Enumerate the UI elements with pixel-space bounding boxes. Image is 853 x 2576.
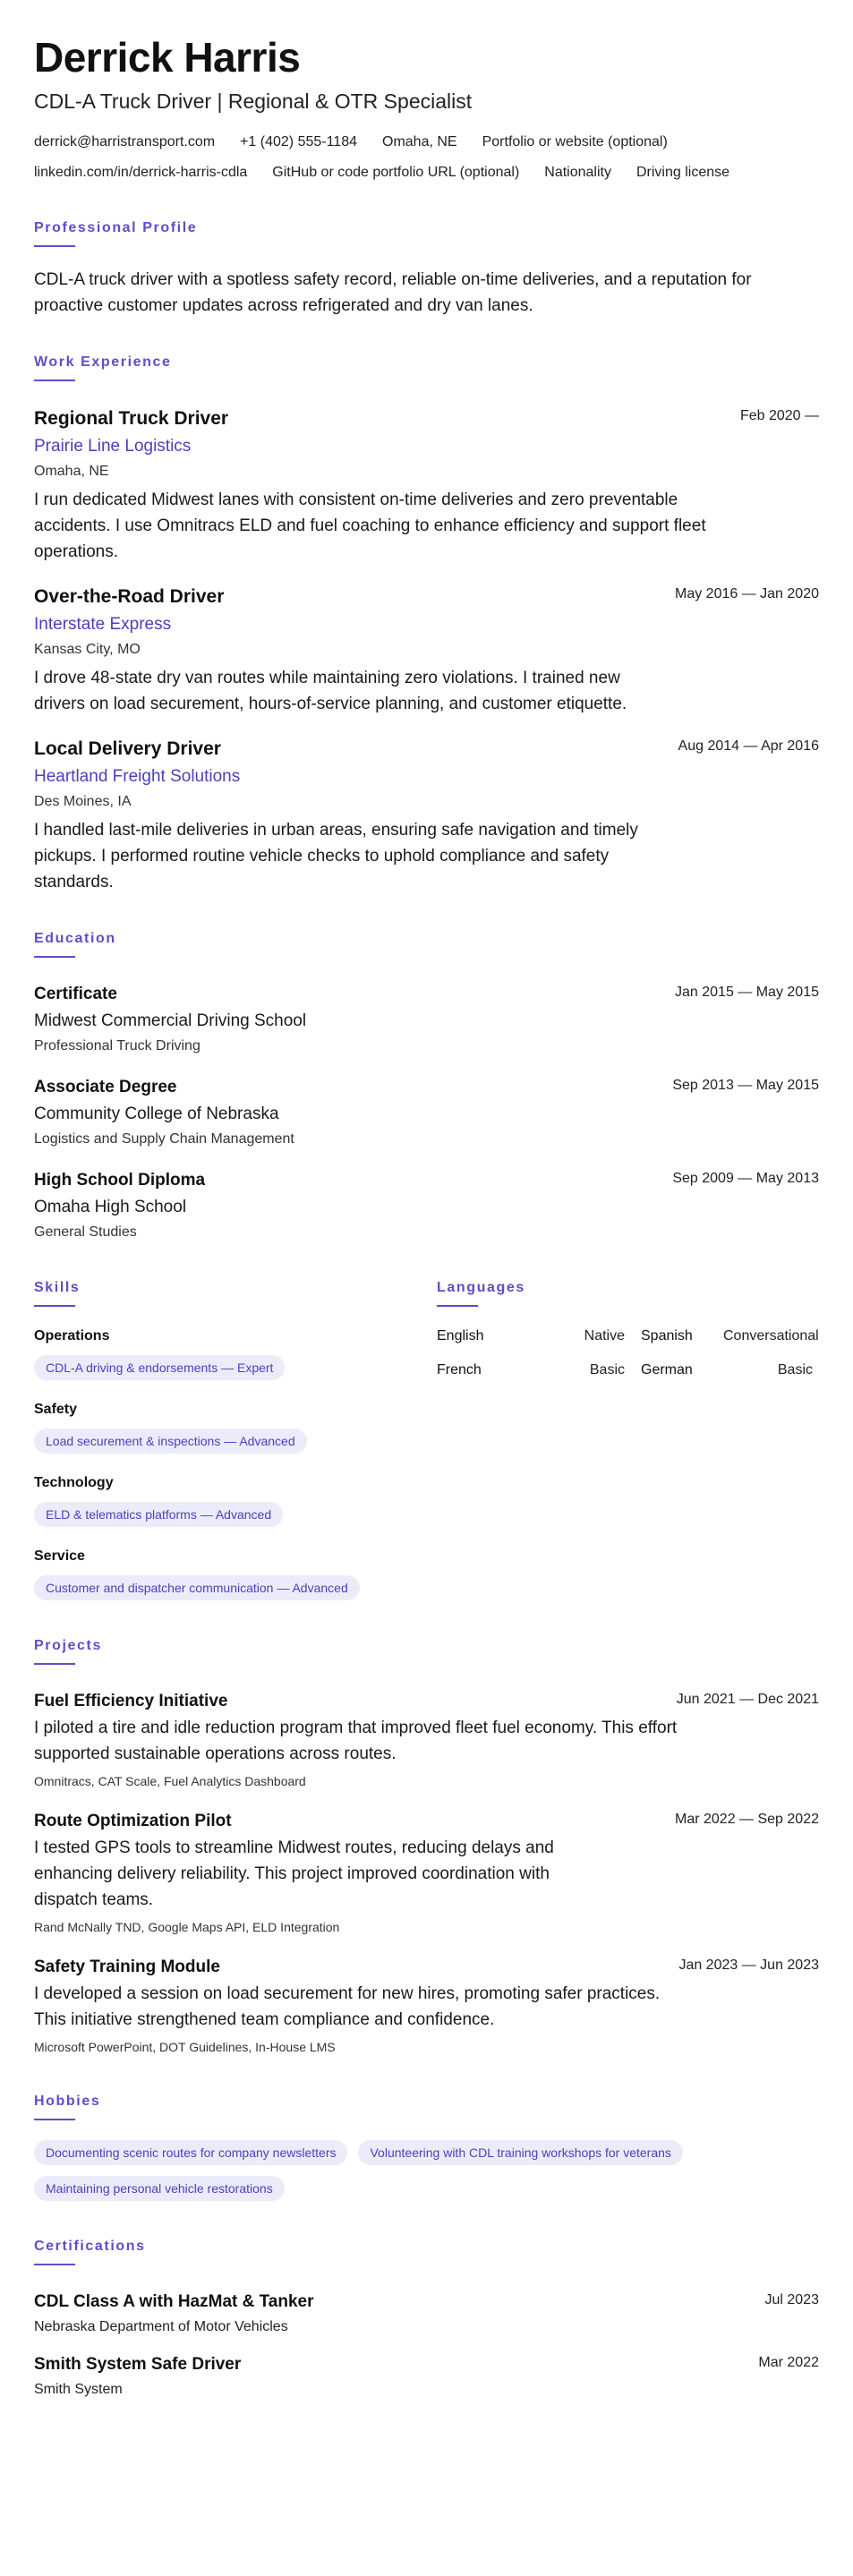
candidate-name: Derrick Harris [34, 34, 301, 81]
job-location: Des Moines, IA [34, 794, 132, 809]
section-divider [34, 1663, 75, 1665]
project-title: Fuel Efficiency Initiative [34, 1692, 228, 1710]
section-divider [34, 2119, 75, 2120]
certification-name: Smith System Safe Driver [34, 2355, 242, 2374]
project-entry [34, 1810, 819, 1936]
field-of-study: General Studies [34, 1224, 137, 1240]
section-divider [34, 245, 75, 247]
section-divider [34, 2264, 75, 2265]
language-level: Native [584, 1328, 625, 1343]
field-of-study: Professional Truck Driving [34, 1038, 200, 1053]
skill-category: Service [34, 1548, 85, 1564]
entry-dates: Jan 2023 — Jun 2023 [678, 1958, 819, 1973]
education-entry [34, 1076, 819, 1149]
school-name: Omaha High School [34, 1198, 187, 1216]
skill-group [34, 1547, 437, 1600]
section-divider [437, 1305, 478, 1307]
entry-dates: Jan 2015 — May 2015 [675, 985, 819, 1000]
job-description: I handled last-mile deliveries in urban areas, ensuring safe navigation and timely pickups. I performed routine vehicle checks to uphold compliance and safety standards. [34, 821, 638, 891]
section-divider [34, 956, 75, 958]
job-title: Local Delivery Driver [34, 738, 221, 759]
skills-section [34, 1278, 437, 1600]
entry-dates: Feb 2020 — [739, 408, 819, 423]
language-name: Spanish [641, 1328, 693, 1343]
job-description: I run dedicated Midwest lanes with consistent on-time deliveries and zero preventable accidents. I use Omnitracs ELD and fuel coaching to enhance efficiency and support fleet operations. [34, 490, 706, 561]
section-heading: Education [34, 931, 116, 946]
experience-entry [34, 406, 819, 565]
candidate-title: CDL-A Truck Driver | Regional & OTR Specialist [34, 90, 473, 113]
school-name: Midwest Commercial Driving School [34, 1011, 307, 1030]
job-location: Omaha, NE [34, 464, 109, 479]
project-title: Safety Training Module [34, 1958, 220, 1976]
skill-chip: ELD & telematics platforms — Advanced [34, 1502, 283, 1527]
education-section [34, 929, 819, 1242]
section-heading: Work Experience [34, 354, 172, 370]
job-location: Kansas City, MO [34, 642, 141, 657]
degree: High School Diploma [34, 1171, 206, 1190]
project-description: I piloted a tire and idle reduction program that improved fleet fuel economy. This effort supported sustainable operations across routes. [34, 1719, 678, 1763]
hobbies-list [34, 2140, 819, 2201]
hobby-chip: Maintaining personal vehicle restorations [34, 2176, 285, 2201]
education-entry [34, 983, 819, 1056]
skill-category: Safety [34, 1402, 78, 1417]
skill-chip: CDL-A driving & endorsements — Expert [34, 1355, 285, 1380]
hobby-chip: Documenting scenic routes for company newsletters [34, 2140, 347, 2165]
certification-date: Jul 2023 [764, 2292, 819, 2307]
project-description: I tested GPS tools to streamline Midwest routes, reducing delays and enhancing delivery reliability. This project improved coordination with dispatch teams. [34, 1838, 554, 1909]
degree: Associate Degree [34, 1078, 177, 1096]
skill-chip: Load securement & inspections — Advanced [34, 1429, 307, 1454]
project-description: I developed a session on load securement for new hires, promoting safer practices. This initiative strengthened team compliance and confidence. [34, 1984, 661, 2029]
contact-email[interactable]: derrick@harristransport.com [34, 134, 216, 149]
school-name: Community College of Nebraska [34, 1105, 279, 1123]
section-divider [34, 380, 75, 381]
entry-dates: Sep 2009 — May 2013 [672, 1171, 819, 1186]
section-divider [34, 1305, 75, 1307]
project-title: Route Optimization Pilot [34, 1812, 232, 1830]
certification-date: Mar 2022 [758, 2355, 819, 2370]
entry-dates: Jun 2021 — Dec 2021 [676, 1692, 819, 1707]
project-tech: Omnitracs, CAT Scale, Fuel Analytics Dashboard [34, 1774, 306, 1788]
job-title: Over-the-Road Driver [34, 586, 225, 607]
company-name: Prairie Line Logistics [34, 437, 192, 456]
skill-group [34, 1473, 437, 1527]
resume-header [34, 32, 819, 183]
languages-grid [437, 1326, 819, 1380]
hobbies-section [34, 2092, 819, 2201]
entry-dates: May 2016 — Jan 2020 [675, 586, 819, 601]
job-description: I drove 48-state dry van routes while maintaining zero violations. I trained new drivers on load securement, hours-of-service planning, and customer etiquette. [34, 669, 627, 713]
contact-linkedin[interactable]: linkedin.com/in/derrick-harris-cdla [34, 165, 248, 180]
language-level: Basic [777, 1362, 813, 1378]
job-title: Regional Truck Driver [34, 408, 229, 429]
experience-entry [34, 584, 819, 717]
skill-category: Technology [34, 1475, 114, 1490]
section-heading: Languages [437, 1280, 525, 1295]
certification-issuer: Smith System [34, 2382, 123, 2397]
section-heading: Skills [34, 1280, 81, 1295]
experience-section [34, 353, 819, 895]
contact-driving-license: Driving license [635, 165, 730, 180]
projects-section [34, 1636, 819, 2056]
contact-info [34, 132, 819, 183]
contact-github[interactable]: GitHub or code portfolio URL (optional) [272, 165, 520, 180]
project-entry [34, 1690, 819, 1790]
skill-category: Operations [34, 1328, 110, 1343]
entry-dates: Mar 2022 — Sep 2022 [675, 1812, 819, 1827]
language-level: Conversational [723, 1328, 819, 1343]
company-name: Interstate Express [34, 615, 172, 634]
section-heading: Projects [34, 1638, 102, 1653]
contact-portfolio[interactable]: Portfolio or website (optional) [482, 134, 668, 149]
hobby-chip: Volunteering with CDL training workshops for veterans [358, 2140, 682, 2165]
field-of-study: Logistics and Supply Chain Management [34, 1131, 294, 1147]
language-level: Basic [589, 1362, 625, 1378]
skill-group [34, 1400, 437, 1454]
certification-name: CDL Class A with HazMat & Tanker [34, 2292, 314, 2311]
degree: Certificate [34, 985, 117, 1003]
contact-nationality: Nationality [544, 165, 611, 180]
contact-phone[interactable]: +1 (402) 555-1184 [240, 134, 357, 149]
skill-group [34, 1326, 437, 1380]
certification-entry [34, 2290, 819, 2337]
profile-section [34, 218, 819, 319]
profile-text: CDL-A truck driver with a spotless safety record, reliable on-time deliveries, and a reputation for proactive customer updates across refrigerated and dry van lanes. [34, 270, 752, 315]
experience-entry [34, 737, 819, 895]
language-name: French [437, 1362, 482, 1378]
project-tech: Rand McNally TND, Google Maps API, ELD Integration [34, 1920, 340, 1934]
contact-location: Omaha, NE [382, 134, 457, 149]
company-name: Heartland Freight Solutions [34, 767, 241, 786]
project-entry [34, 1956, 819, 2056]
certification-entry [34, 2353, 819, 2400]
certification-issuer: Nebraska Department of Motor Vehicles [34, 2319, 288, 2334]
education-entry [34, 1169, 819, 1242]
entry-dates: Sep 2013 — May 2015 [672, 1078, 819, 1093]
language-name: English [437, 1328, 484, 1343]
languages-section [437, 1278, 819, 1600]
project-tech: Microsoft PowerPoint, DOT Guidelines, In-House LMS [34, 2040, 336, 2054]
certifications-section [34, 2237, 819, 2400]
language-name: German [641, 1362, 693, 1378]
section-heading: Certifications [34, 2239, 146, 2254]
section-heading: Hobbies [34, 2094, 101, 2109]
section-heading: Professional Profile [34, 220, 198, 235]
skills-languages-row [34, 1278, 819, 1600]
skill-chip: Customer and dispatcher communication — Advanced [34, 1575, 360, 1600]
entry-dates: Aug 2014 — Apr 2016 [678, 738, 819, 754]
